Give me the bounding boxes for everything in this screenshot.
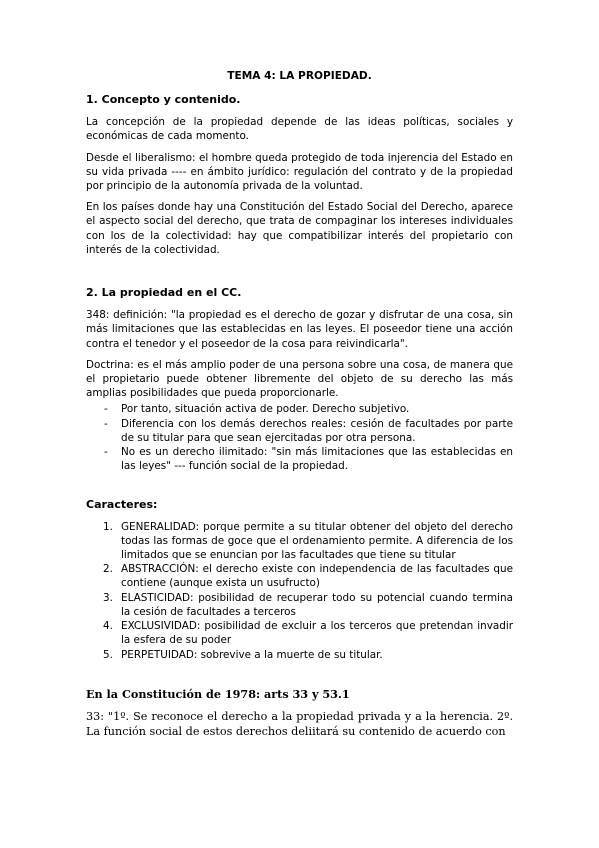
paragraph: En los países donde hay una Constitución del Estado Social del Derecho, aparece el aspecto social del derecho, que trata de compaginar los intereses individuales con los de la colectividad: hay que compatibilizar interés del propietario con interés de la colectividad.: [86, 201, 513, 256]
paragraph: Doctrina: es el más amplio poder de una persona sobre una cosa, de manera que el propietario puede obtener libremente del objeto de su derecho las más amplias posibilidades que pueda proporcionarle.: [86, 358, 513, 400]
list-item: [86, 619, 513, 647]
list-number: 4.: [103, 620, 113, 633]
list-item: [86, 648, 513, 662]
bullet-list: [86, 402, 513, 473]
document-title: TEMA 4: LA PROPIEDAD.: [227, 70, 372, 82]
list-item-text: EXCLUSIVIDAD: posibilidad de excluir a los terceros que pretendan invadir la esfera de su poder: [121, 620, 513, 647]
list-item-text: ELASTICIDAD: posibilidad de recuperar todo su potencial cuando termina la cesión de facultades a terceros: [121, 591, 513, 618]
list-number: 5.: [103, 648, 113, 661]
list-item: [86, 417, 513, 445]
list-item-text: ABSTRACCIÓN: el derecho existe con independencia de las facultades que contiene (aunque exista un usufructo): [121, 563, 513, 590]
section-heading-propiedad-cc: 2. La propiedad en el CC.: [86, 286, 242, 300]
list-item-text: PERPETUIDAD: sobrevive a la muerte de su titular.: [121, 648, 383, 661]
list-item-text: GENERALIDAD: porque permite a su titular obtener del objeto del derecho todas las formas de goce que el ordenamiento permite. A diferencia de los limitados que se enuncian por las facultades que tiene su titular: [121, 520, 513, 562]
list-number: 3.: [103, 591, 113, 604]
section-heading-concepto: 1. Concepto y contenido.: [86, 93, 241, 106]
list-number: 2.: [103, 563, 113, 576]
numbered-list: [86, 520, 513, 662]
section-heading-constitucion: En la Constitución de 1978: arts 33 y 53.1: [86, 686, 350, 701]
dash-marker: -: [104, 446, 108, 459]
list-item-text: Por tanto, situación activa de poder. Derecho subjetivo.: [121, 403, 410, 416]
list-item: [86, 445, 513, 473]
list-item: [86, 562, 513, 590]
dash-marker: -: [104, 403, 108, 416]
list-item-text: No es un derecho ilimitado: "sin más limitaciones que las establecidas en las leyes" --- función social de la propiedad.: [121, 446, 513, 473]
list-number: 1.: [103, 520, 113, 533]
section-heading-caracteres: Caracteres:: [86, 498, 158, 512]
paragraph: 348: definición: "la propiedad es el derecho de gozar y disfrutar de una cosa, sin más limitaciones que las establecidas en las leyes. El poseedor tiene una acción contra el tenedor y el poseedor de la cosa para reivindicarla".: [86, 309, 513, 350]
paragraph: Desde el liberalismo: el hombre queda protegido de toda injerencia del Estado en su vida privada ---- en ámbito jurídico: regulación del contrato y de la propiedad por principio de la autonomía privada de la voluntad.: [86, 151, 513, 193]
document-body: [86, 69, 513, 746]
list-item: [86, 520, 513, 563]
list-item-text: Diferencia con los demás derechos reales: cesión de facultades por parte de su titular para que sean ejercitadas por otra persona.: [121, 417, 513, 444]
dash-marker: -: [104, 417, 108, 430]
paragraph: La concepción de la propiedad depende de las ideas políticas, sociales y económicas de cada momento.: [86, 116, 513, 143]
list-item: [86, 402, 513, 416]
list-item: [86, 591, 513, 619]
paragraph: 33: "1º. Se reconoce el derecho a la propiedad privada y a la herencia. 2º. La función social de estos derechos deliitará su contenido de acuerdo con: [86, 709, 513, 738]
